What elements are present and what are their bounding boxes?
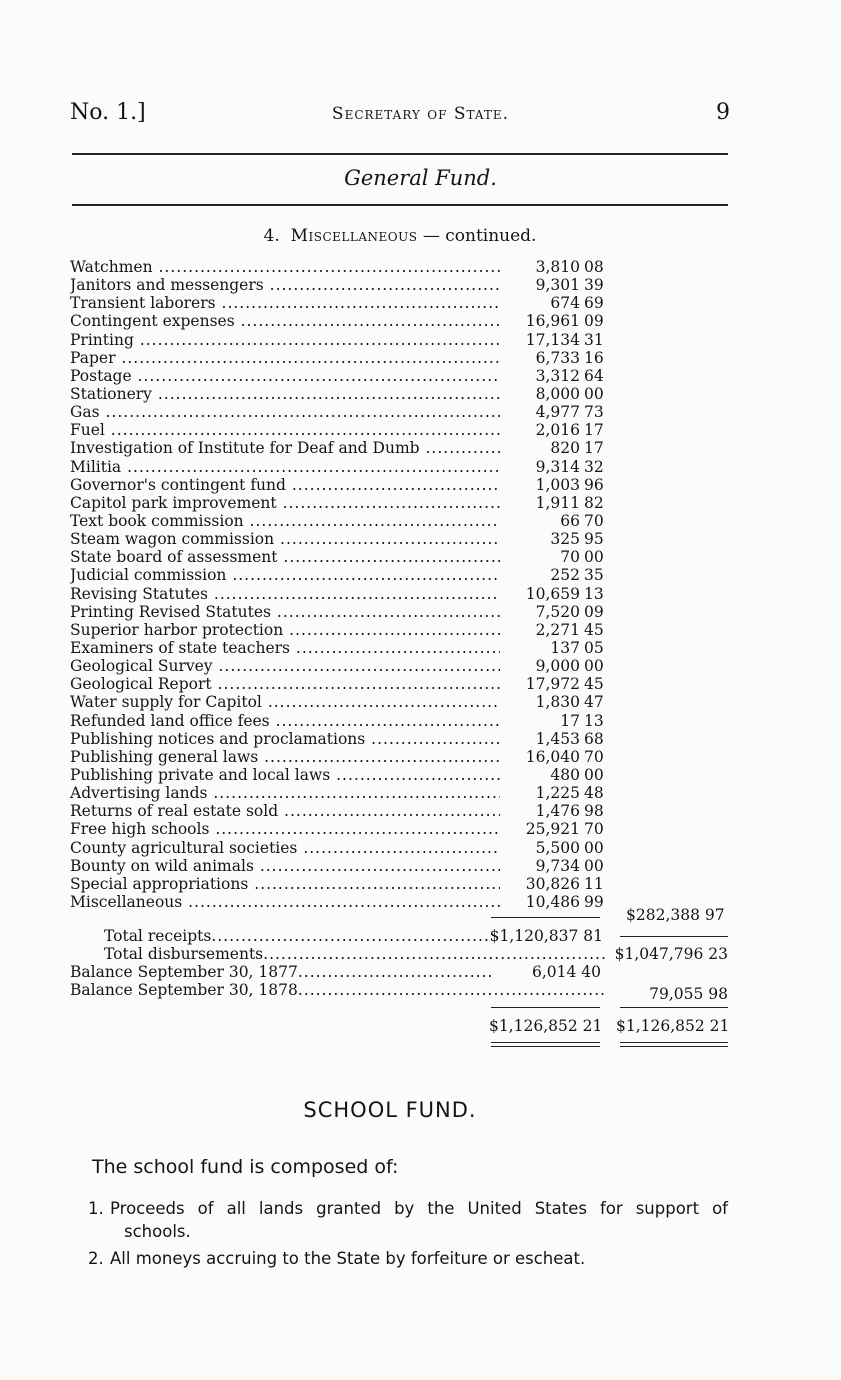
total-receipts-label: Total receipts ..... [104, 927, 488, 945]
total-receipts-amount: $1,120,837 81 [489, 927, 603, 945]
ledger-row-dollars: 9,301 [535, 276, 580, 295]
ledger-row-label: Transient laborers ..... [70, 294, 500, 312]
ledger-row-dollars: 9,734 [535, 856, 580, 875]
ledger-row-label: Advertising lands ..... [70, 784, 500, 802]
ledger-row-dollars: 30,826 [525, 874, 580, 893]
subtotal-underline [620, 936, 728, 937]
ledger-row-dollars: 674 [550, 294, 580, 313]
ledger-row-label: Stationery ..... [70, 385, 500, 403]
ledger-row-label: Printing ..... [70, 331, 500, 349]
ledger-row-dollars: 10,486 [525, 892, 580, 911]
ledger-row-label: Watchmen ..... [70, 258, 500, 276]
ledger-row-cents: 32 [584, 457, 604, 476]
ledger-row-cents: 68 [584, 729, 604, 748]
ledger-row [70, 657, 610, 675]
ledger-row-label: Water supply for Capitol ..... [70, 693, 500, 711]
ledger-row [70, 802, 610, 820]
ledger-row [70, 403, 610, 421]
ledger-row [70, 603, 610, 621]
ledger-row [70, 893, 610, 911]
section-number: 4. [263, 226, 280, 246]
ledger-row-label: Revising Statutes ..... [70, 585, 500, 603]
ledger-row-cents: 45 [584, 620, 604, 639]
ledger-row-label: Investigation of Institute for Deaf and Dumb ..... [70, 439, 500, 457]
ledger-row [70, 857, 610, 875]
school-fund-title: SCHOOL FUND. [303, 1098, 477, 1122]
header-title: Secretary of State. [331, 104, 510, 124]
balance-1877-amount: 6,014 40 [531, 963, 601, 981]
grand-total-left: $1,126,852 21 [489, 1017, 603, 1035]
ledger-row-label: Gas ..... [70, 403, 500, 421]
subtotal-rule [491, 917, 600, 918]
ledger-row-label: Free high schools ..... [70, 820, 500, 838]
ledger-row-dollars: 252 [550, 566, 580, 585]
ledger-row-label: Militia ..... [70, 458, 500, 476]
ledger-row [70, 331, 610, 349]
ledger-row [70, 748, 610, 766]
balance-1877-label: Balance September 30, 1877 ..... [70, 963, 494, 981]
school-fund-item-2-text: All moneys accruing to the State by forfeiture or escheat. [110, 1249, 586, 1268]
ledger-row-label: Governor's contingent fund ..... [70, 476, 500, 494]
ledger-row-cents: 73 [584, 403, 604, 422]
ledger-row-cents: 00 [584, 548, 604, 567]
header-document-number: No. 1.] [70, 100, 146, 125]
header-rule [72, 153, 728, 155]
ledger-row-cents: 05 [584, 638, 604, 657]
section-title: Miscellaneous [290, 226, 418, 246]
ledger-row-label: Refunded land office fees ..... [70, 712, 500, 730]
ledger-row-label: Steam wagon commission ..... [70, 530, 500, 548]
ledger-row-cents: 45 [584, 675, 604, 694]
ledger-row-cents: 00 [584, 856, 604, 875]
ledger-row-cents: 17 [584, 421, 604, 440]
ledger-row-dollars: 7,520 [535, 602, 580, 621]
ledger-row-dollars: 4,977 [535, 403, 580, 422]
ledger-row-dollars: 9,000 [535, 657, 580, 676]
ledger-row [70, 639, 610, 657]
ledger-row-label: Special appropriations ..... [70, 875, 500, 893]
ledger-row-cents: 00 [584, 384, 604, 403]
ledger-row-label: Postage ..... [70, 367, 500, 385]
grand-total-double-rule-left [491, 1042, 600, 1047]
ledger-row-cents: 48 [584, 784, 604, 803]
ledger-row-dollars: 70 [560, 548, 580, 567]
ledger-row [70, 566, 610, 584]
ledger-row-label: Capitol park improvement ..... [70, 494, 500, 512]
total-disbursements-amount: $1,047,796 23 [614, 945, 728, 963]
ledger-row [70, 766, 610, 784]
ledger-row-dollars: 17 [560, 711, 580, 730]
school-fund-item-2-number: 2. [88, 1249, 104, 1268]
ledger-row-label: Superior harbor protection ..... [70, 621, 500, 639]
section-suffix: — continued. [422, 226, 537, 246]
page-number: 9 [716, 100, 730, 125]
ledger-row-label: Judicial commission ..... [70, 566, 500, 584]
school-fund-item-1-line2: schools. [124, 1222, 191, 1241]
ledger-row [70, 385, 610, 403]
ledger-row-cents: 70 [584, 820, 604, 839]
ledger-row-dollars: 137 [550, 638, 580, 657]
ledger-row [70, 693, 610, 711]
ledger-row-cents: 95 [584, 530, 604, 549]
grand-total-right: $1,126,852 21 [616, 1017, 730, 1035]
ledger-row-cents: 08 [584, 258, 604, 276]
ledger-row-dollars: 10,659 [525, 584, 580, 603]
ledger-row [70, 258, 610, 276]
ledger-row [70, 712, 610, 730]
ledger-row [70, 730, 610, 748]
ledger-row-label: Printing Revised Statutes ..... [70, 603, 500, 621]
ledger-row-label: Examiners of state teachers ..... [70, 639, 500, 657]
ledger-row [70, 675, 610, 693]
ledger-row [70, 367, 610, 385]
ledger-row-dollars: 2,271 [535, 620, 580, 639]
ledger-row-cents: 98 [584, 802, 604, 821]
ledger-row-dollars: 3,810 [535, 258, 580, 276]
ledger-row-dollars: 16,961 [525, 312, 580, 331]
ledger-row-dollars: 16,040 [525, 747, 580, 766]
ledger-row [70, 585, 610, 603]
ledger-row [70, 512, 610, 530]
section-heading [0, 226, 800, 246]
subtotal-amount: $282,388 97 [626, 906, 725, 924]
ledger-row [70, 839, 610, 857]
ledger-row-dollars: 2,016 [535, 421, 580, 440]
grand-total-double-rule-right [620, 1042, 728, 1047]
ledger-row-dollars: 1,830 [535, 693, 580, 712]
ledger-row-cents: 70 [584, 747, 604, 766]
ledger-row-cents: 09 [584, 312, 604, 331]
school-fund-item-1-number: 1. [88, 1199, 104, 1218]
grand-total-rule-right [620, 1007, 728, 1008]
ledger-row [70, 820, 610, 838]
ledger-row-cents: 35 [584, 566, 604, 585]
ledger-row-cents: 96 [584, 475, 604, 494]
ledger-row-cents: 69 [584, 294, 604, 313]
ledger-row-dollars: 3,312 [535, 366, 580, 385]
ledger-row-dollars: 1,003 [535, 475, 580, 494]
ledger-row-label: Bounty on wild animals ..... [70, 857, 500, 875]
balance-1878-label: Balance September 30, 1878 ..... [70, 981, 606, 999]
ledger-row [70, 548, 610, 566]
ledger-row-cents: 00 [584, 765, 604, 784]
ledger-row-cents: 39 [584, 276, 604, 295]
ledger-row [70, 621, 610, 639]
ledger-row-label: Miscellaneous ..... [70, 893, 500, 911]
ledger-row-dollars: 8,000 [535, 384, 580, 403]
ledger-row-cents: 47 [584, 693, 604, 712]
ledger-row-dollars: 17,134 [525, 330, 580, 349]
ledger-row [70, 530, 610, 548]
ledger-row-dollars: 5,500 [535, 838, 580, 857]
ledger-row [70, 439, 610, 457]
ledger-row-label: Returns of real estate sold ..... [70, 802, 500, 820]
ledger-row-dollars: 9,314 [535, 457, 580, 476]
ledger-row-label: Text book commission ..... [70, 512, 500, 530]
ledger-row-dollars: 1,453 [535, 729, 580, 748]
ledger-row-dollars: 6,733 [535, 348, 580, 367]
ledger-row-cents: 13 [584, 711, 604, 730]
ledger-row-dollars: 1,225 [535, 784, 580, 803]
ledger-row-label: Publishing notices and proclamations ..... [70, 730, 500, 748]
ledger-row [70, 458, 610, 476]
ledger-row-label: Fuel ..... [70, 421, 500, 439]
ledger-row-dollars: 1,911 [535, 493, 580, 512]
ledger-row-cents: 31 [584, 330, 604, 349]
balance-1878-amount: 79,055 98 [649, 985, 728, 1003]
ledger-row-dollars: 17,972 [525, 675, 580, 694]
ledger-row-cents: 11 [584, 874, 604, 893]
ledger-row-dollars: 1,476 [535, 802, 580, 821]
ledger-row-label: State board of assessment ..... [70, 548, 500, 566]
ledger-row [70, 494, 610, 512]
ledger-row-dollars: 25,921 [525, 820, 580, 839]
ledger-row [70, 875, 610, 893]
ledger-row-label: County agricultural societies ..... [70, 839, 500, 857]
ledger-row-dollars: 66 [560, 511, 580, 530]
grand-total-rule-left [491, 1007, 600, 1008]
ledger-row-label: Paper ..... [70, 349, 500, 367]
ledger-row-label: Contingent expenses ..... [70, 312, 500, 330]
school-fund-item-1-line1: Proceeds of all lands granted by the United States for support of [110, 1199, 728, 1218]
ledger-row-cents: 70 [584, 511, 604, 530]
ledger-row [70, 421, 610, 439]
fund-subtitle: General Fund. [344, 166, 497, 190]
school-fund-intro: The school fund is composed of: [92, 1156, 399, 1178]
ledger-row [70, 784, 610, 802]
total-disbursements-label: Total disbursements ..... [104, 945, 607, 963]
ledger-row-dollars: 325 [550, 530, 580, 549]
ledger-row [70, 276, 610, 294]
ledger-row-cents: 64 [584, 366, 604, 385]
ledger-row-dollars: 480 [550, 765, 580, 784]
ledger-row-label: Geological Report ..... [70, 675, 500, 693]
ledger-row-cents: 00 [584, 657, 604, 676]
ledger-row-cents: 99 [584, 892, 604, 911]
ledger-row [70, 349, 610, 367]
ledger-row-label: Publishing private and local laws ..... [70, 766, 500, 784]
ledger-row [70, 294, 610, 312]
ledger-row-label: Janitors and messengers ..... [70, 276, 500, 294]
ledger-row-cents: 82 [584, 493, 604, 512]
ledger-row-label: Geological Survey ..... [70, 657, 500, 675]
ledger-row-cents: 00 [584, 838, 604, 857]
ledger-row-label: Publishing general laws ..... [70, 748, 500, 766]
ledger-row [70, 476, 610, 494]
ledger-row-cents: 16 [584, 348, 604, 367]
ledger-row-cents: 17 [584, 439, 604, 458]
subtitle-rule [72, 204, 728, 206]
ledger-row-cents: 09 [584, 602, 604, 621]
ledger-row [70, 312, 610, 330]
ledger-rows [70, 258, 610, 911]
ledger-row-dollars: 820 [550, 439, 580, 458]
ledger-row-cents: 13 [584, 584, 604, 603]
